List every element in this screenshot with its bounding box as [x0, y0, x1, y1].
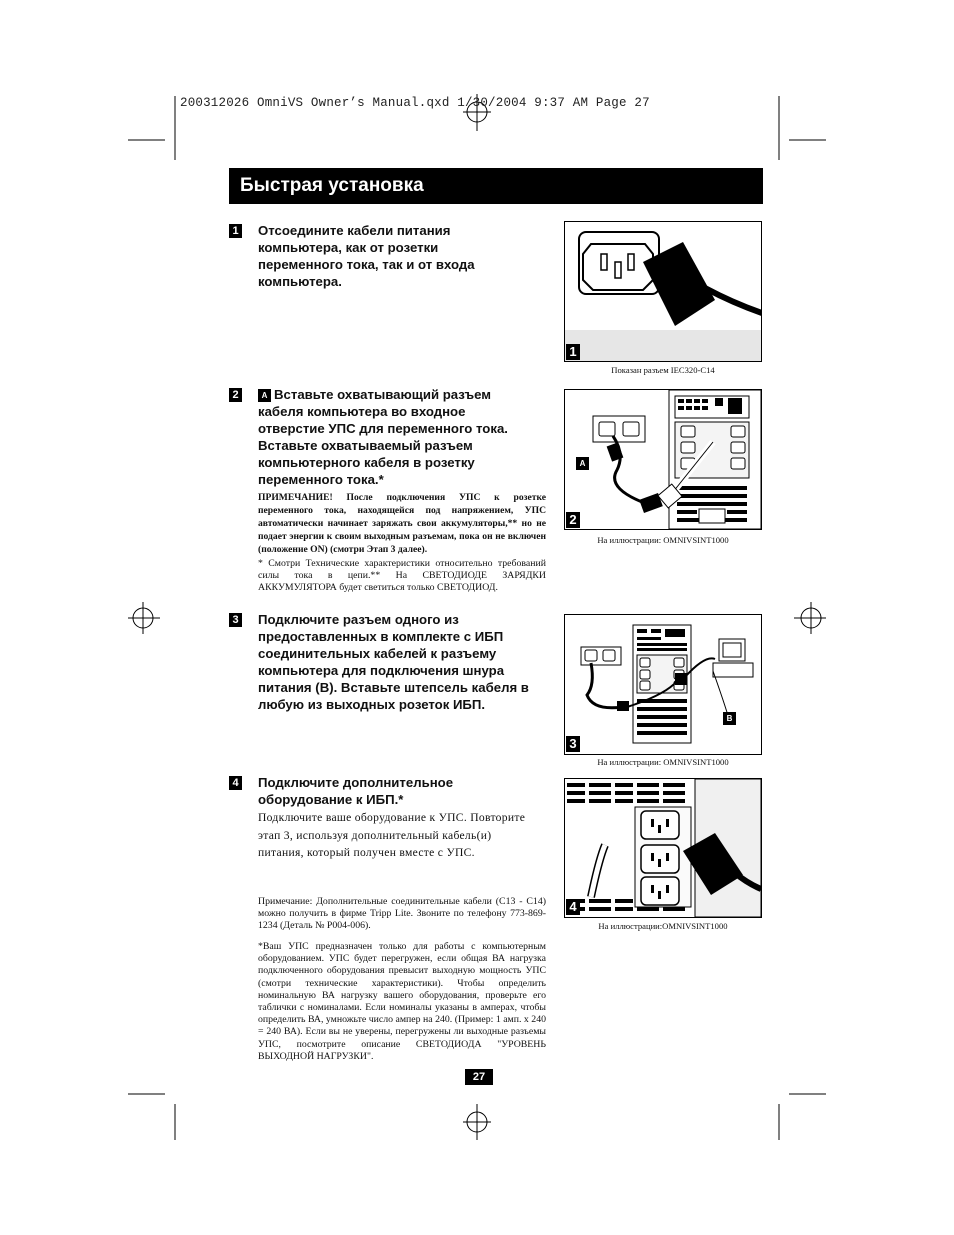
step-4-figure — [564, 778, 762, 918]
step-1-figure — [564, 221, 762, 362]
step-2-note: ПРИМЕЧАНИЕ! После подключения УПС к розетке переменного тока, находящейся под напряжением, УПС автоматически начинает заряжать свои аккумуляторы,** но не подает энергии к своим выходным разъемам, пока он не включен (положение ON) (смотри Этап 3 далее). — [258, 492, 546, 555]
step-3-number: 3 — [229, 613, 242, 627]
step-4-body: Подключите ваше оборудование к УПС. Повторите этап 3, используя дополнительный кабель(и) питания, который получен вместе с УПС. — [258, 811, 526, 859]
ups-computer-connection-illustration — [565, 615, 761, 754]
step-2-figure-label: 2 — [566, 512, 580, 528]
step-4-caption: На иллюстрации:OMNIVSINT1000 — [598, 921, 728, 931]
overload-warning: *Ваш УПС предназначен только для работы с компьютерным оборудованием. УПС будет перегружен, если общая ВА нагрузка подключенного оборудования превысит выходную мощность УПС (смотри технические характеристики). Чтобы определить номинальную ВА нагрузку вашего оборудования, проверьте его таблички с номиналами. Если номиналы указаны в амперах, чтобы определить ВА, умножьте число ампер на 240. (Пример: 1 амп. x 240 = 240 ВА). Если вы не уверены, перегружены ли выходные разъемы УПС, посмотрите описание СВЕТОДИОДА "УРОВЕНЬ ВЫХОДНОЙ НАГРУЗКИ". — [258, 941, 546, 1062]
step-3-caption: На иллюстрации: OMNIVSINT1000 — [597, 757, 729, 767]
step-2-badge: A — [258, 389, 271, 402]
step-3-figure-label: 3 — [566, 736, 580, 752]
step-4-heading: Подключите дополнительное оборудование к ИБП.* — [258, 775, 454, 807]
step-2-number: 2 — [229, 388, 242, 402]
ups-outlets-closeup-illustration — [565, 779, 761, 917]
step-3-heading: Подключите разъем одного из предоставленных в комплекте с ИБП соединительных кабелей к разъему компьютера для подключения шнура питания (B). Вставьте штепсель кабеля в любую из выходных розеток ИБП. — [258, 612, 529, 712]
step-1-heading: Отсоедините кабели питания компьютера, как от розетки переменного тока, так и от входа компьютера. — [258, 223, 475, 289]
iec-c14-connector-illustration — [565, 222, 761, 361]
step-1-figure-label: 1 — [566, 344, 580, 360]
step-3-figure-tag: B — [723, 712, 736, 725]
step-2-heading — [258, 386, 530, 488]
step-3-figure — [564, 614, 762, 755]
step-1-number: 1 — [229, 224, 242, 238]
step-2-figure — [564, 389, 762, 530]
step-2-footnote: * Смотри Технические характеристики относительно требований силы тока в цепи.** На СВЕТОДИОДЕ ЗАРЯДКИ АККУМУЛЯТОРА будет светиться только СВЕТОДИОД. — [258, 558, 546, 594]
page-title: Быстрая установка — [229, 168, 763, 204]
step-2-figure-tag: A — [576, 457, 589, 470]
step-4-figure-label: 4 — [566, 899, 580, 915]
step-1-caption: Показан разъем IEC320-C14 — [611, 365, 715, 375]
page-number: 27 — [465, 1069, 493, 1085]
ups-wall-connection-illustration — [565, 390, 761, 529]
step-2-heading-text: Вставьте охватывающий разъем кабеля компьютера во входное отверстие УПС для переменного тока. Вставьте охватываемый разъем компьютерного кабеля в розетку переменного тока.* — [258, 387, 508, 487]
step-4-number: 4 — [229, 776, 242, 790]
step-2-caption: На иллюстрации: OMNIVSINT1000 — [597, 535, 729, 545]
cables-note: Примечание: Дополнительные соединительные кабели (C13 - C14) можно получить в фирме Tripp Lite. Звоните по телефону 773-869-1234 (Деталь № P004-006). — [258, 896, 546, 932]
print-slug: 200312026 OmniVS Owner’s Manual.qxd 1/30/2004 9:37 AM Page 27 — [180, 96, 650, 110]
